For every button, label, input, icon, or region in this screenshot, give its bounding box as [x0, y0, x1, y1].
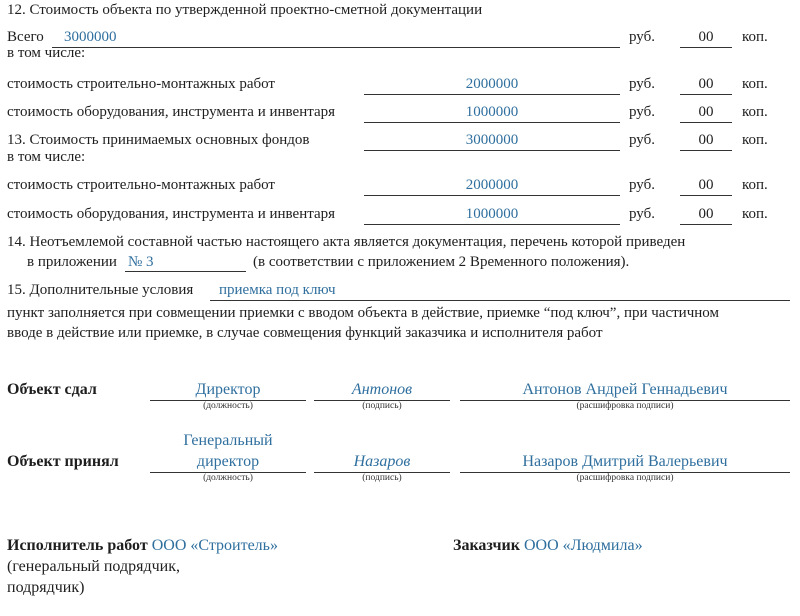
- section15-label: 15. Дополнительные условия: [7, 282, 194, 298]
- kop-line: [680, 224, 732, 225]
- section14-line1: 14. Неотъемлемой составной частью настоящего акта является документация, перечень которой приведен: [7, 234, 686, 250]
- row-value-line: [364, 224, 620, 225]
- row-label: стоимость оборудования, инструмента и инвентаря: [7, 104, 336, 120]
- kop-value: 00: [698, 132, 714, 148]
- contractor-value: ООО «Строитель»: [151, 537, 278, 554]
- handed-position: Директор: [195, 381, 261, 398]
- appendix-value: № 3: [128, 254, 154, 270]
- caption-signature: (подпись): [362, 401, 402, 411]
- rub-label: руб.: [629, 206, 655, 222]
- accepted-name: Назаров Дмитрий Валерьевич: [522, 453, 728, 470]
- appendix-line: [125, 271, 246, 272]
- caption-signature: (подпись): [362, 473, 402, 483]
- kop-line: [680, 122, 732, 123]
- kop-label: коп.: [742, 206, 768, 222]
- caption-position: (должность): [203, 473, 253, 483]
- total-value-line: [52, 47, 620, 48]
- contractor-note-line1: (генеральный подрядчик,: [7, 558, 180, 575]
- accepted-label: Объект принял: [7, 453, 119, 470]
- total-label: Всего: [7, 29, 44, 45]
- section14-prefix: в приложении: [27, 254, 117, 270]
- contractor-label: Исполнитель работ: [7, 537, 148, 554]
- caption-position: (должность): [203, 401, 253, 411]
- kop-line: [680, 94, 732, 95]
- row-value-line: [364, 94, 620, 95]
- kop-label: коп.: [742, 177, 768, 193]
- handed-signature: Антонов: [351, 381, 413, 398]
- accepted-signature: Назаров: [353, 453, 411, 470]
- rub-label: руб.: [629, 177, 655, 193]
- section15-line: [210, 300, 790, 301]
- in-that-number: в том числе:: [7, 45, 86, 61]
- section15-note-line2: вводе в действие или приемке, в случае совмещения функций заказчика и исполнителя работ: [7, 325, 603, 341]
- kop-label: коп.: [742, 132, 768, 148]
- kop-value: 00: [698, 104, 714, 120]
- customer-line: [453, 537, 643, 555]
- row-value: 1000000: [465, 104, 519, 120]
- section13-value: 3000000: [465, 132, 519, 148]
- kop-line: [680, 150, 732, 151]
- in-that-number: в том числе:: [7, 149, 86, 165]
- row-value: 2000000: [465, 177, 519, 193]
- section12-heading: 12. Стоимость объекта по утвержденной проектно-сметной документации: [7, 2, 483, 18]
- contractor-line: [7, 537, 278, 555]
- row-value-line: [364, 195, 620, 196]
- row-label: стоимость строительно-монтажных работ: [7, 177, 275, 193]
- row-label: стоимость строительно-монтажных работ: [7, 76, 275, 92]
- row-value: 2000000: [465, 76, 519, 92]
- kop-value: 00: [698, 29, 714, 45]
- row-value: 1000000: [465, 206, 519, 222]
- customer-value: ООО «Людмила»: [524, 537, 643, 554]
- rub-label: руб.: [629, 132, 655, 148]
- section15-note-line1: пункт заполняется при совмещении приемки с вводом объекта в действие, приемке “под ключ”, при частичном: [7, 305, 719, 321]
- contractor-note-line2: подрядчик): [7, 579, 85, 596]
- section15-value: приемка под ключ: [219, 282, 336, 298]
- row-label: стоимость оборудования, инструмента и инвентаря: [7, 206, 336, 222]
- kop-value: 00: [698, 76, 714, 92]
- kop-value: 00: [698, 177, 714, 193]
- kop-label: коп.: [742, 104, 768, 120]
- customer-label: Заказчик: [453, 537, 520, 554]
- section13-value-line: [364, 150, 620, 151]
- kop-line: [680, 195, 732, 196]
- rub-label: руб.: [629, 29, 655, 45]
- handed-name: Антонов Андрей Геннадьевич: [522, 381, 728, 398]
- rub-label: руб.: [629, 104, 655, 120]
- kop-label: коп.: [742, 76, 768, 92]
- caption-decoding: (расшифровка подписи): [576, 401, 674, 411]
- kop-value: 00: [698, 206, 714, 222]
- section13-heading: 13. Стоимость принимаемых основных фондов: [7, 132, 310, 148]
- accepted-position-line2: директор: [196, 453, 260, 470]
- total-value: 3000000: [64, 29, 117, 45]
- row-value-line: [364, 122, 620, 123]
- handed-label: Объект сдал: [7, 381, 97, 398]
- kop-line: [680, 47, 732, 48]
- kop-label: коп.: [742, 29, 768, 45]
- rub-label: руб.: [629, 76, 655, 92]
- section14-suffix: (в соответствии с приложением 2 Временного положения).: [253, 254, 630, 270]
- accepted-position-line1: Генеральный: [183, 432, 273, 449]
- caption-decoding: (расшифровка подписи): [576, 473, 674, 483]
